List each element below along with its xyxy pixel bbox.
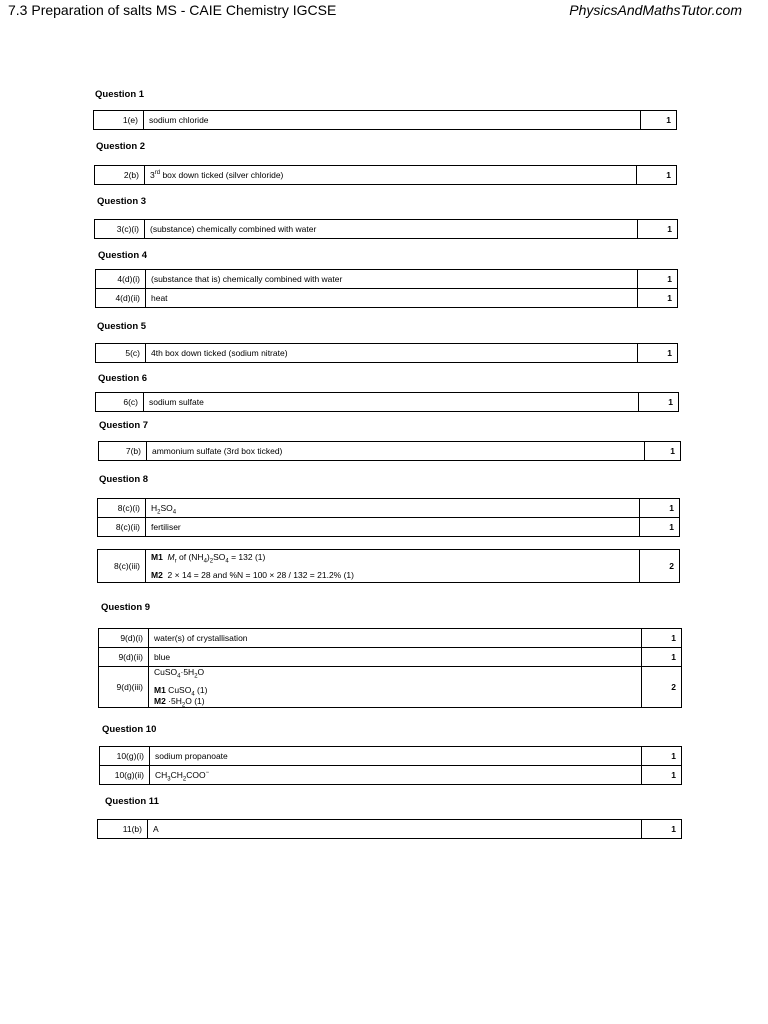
question-ref: 3(c)(i) <box>95 220 145 239</box>
answer: 4th box down ticked (sodium nitrate) <box>146 344 638 363</box>
answer: $CuSO_4\cdot 5H_2O$ M1 CuSO$_4$ (1) $M2 \cdot 5H_2O$ (1) <box>149 667 642 708</box>
question-ref: 5(c) <box>96 344 146 363</box>
marks: 1 <box>638 344 678 363</box>
question-ref: 10(g)(ii) <box>100 766 150 785</box>
answer: sodium sulfate <box>144 393 639 412</box>
question-ref: 9(d)(ii) <box>99 648 149 667</box>
table-row <box>99 629 682 648</box>
question-ref: 9(d)(i) <box>99 629 149 648</box>
question-1-table <box>93 110 677 130</box>
question-ref: 7(b) <box>99 442 147 461</box>
answer: heat <box>146 289 638 308</box>
answer: fertiliser <box>146 518 640 537</box>
table-row <box>96 344 678 363</box>
answer: ammonium sulfate (3rd box ticked) <box>147 442 645 461</box>
question-6-heading: Question 6 <box>98 373 148 384</box>
table-row <box>99 648 682 667</box>
question-10-heading: Question 10 <box>102 724 157 735</box>
answer: 3rd box down ticked (silver chloride) <box>145 166 637 185</box>
answer: (substance) chemically combined with water <box>145 220 638 239</box>
question-ref: 11(b) <box>98 820 148 839</box>
answer: M1 $M_r$ of $(NH_4)_2SO_4 = 132$ (1) M2 2 × 14 = 28 and %N = 100 × 28 / 132 = 21.2% (1) <box>146 550 640 583</box>
marks: 1 <box>638 289 678 308</box>
marks: 1 <box>638 270 678 289</box>
question-8-part-iii-table <box>97 549 680 583</box>
question-11-table <box>97 819 682 839</box>
answer: A <box>148 820 642 839</box>
question-ref: 6(c) <box>96 393 144 412</box>
question-7-table <box>98 441 681 461</box>
table-row <box>98 820 682 839</box>
answer: sodium chloride <box>144 111 641 130</box>
marks: 1 <box>642 747 682 766</box>
marks: 1 <box>645 442 681 461</box>
marks: 1 <box>641 111 677 130</box>
answer: water(s) of crystallisation <box>149 629 642 648</box>
question-3-table <box>94 219 678 239</box>
question-ref: 2(b) <box>95 166 145 185</box>
question-8-table <box>97 498 680 537</box>
question-ref: 8(c)(i) <box>98 499 146 518</box>
marks: 1 <box>640 499 680 518</box>
answer: blue <box>149 648 642 667</box>
document-title: 7.3 Preparation of salts MS - CAIE Chemistry IGCSE <box>8 2 337 18</box>
table-row <box>98 518 680 537</box>
question-ref: 1(e) <box>94 111 144 130</box>
question-ref: 8(c)(ii) <box>98 518 146 537</box>
answer: (substance that is) chemically combined with water <box>146 270 638 289</box>
marks: 1 <box>642 629 682 648</box>
question-4-heading: Question 4 <box>98 250 148 261</box>
brand-name: PhysicsAndMathsTutor.com <box>569 2 742 18</box>
table-row <box>94 111 677 130</box>
question-9-heading: Question 9 <box>101 602 151 613</box>
table-row <box>95 220 678 239</box>
marks: 1 <box>639 393 679 412</box>
question-ref: 4(d)(ii) <box>96 289 146 308</box>
question-5-heading: Question 5 <box>97 321 147 332</box>
question-11-heading: Question 11 <box>105 796 159 807</box>
answer: $CH_3CH_2COO^-$ <box>150 766 642 785</box>
question-2-heading: Question 2 <box>96 141 146 152</box>
question-6-table <box>95 392 679 412</box>
question-ref: 4(d)(i) <box>96 270 146 289</box>
answer: sodium propanoate <box>150 747 642 766</box>
question-7-heading: Question 7 <box>99 420 149 431</box>
question-ref: 9(d)(iii) <box>99 667 149 708</box>
table-row <box>96 270 678 289</box>
marks: 1 <box>638 220 678 239</box>
question-ref: 8(c)(iii) <box>98 550 146 583</box>
marks: 1 <box>637 166 677 185</box>
question-9-table <box>98 628 682 708</box>
table-row <box>95 166 677 185</box>
table-row <box>96 393 679 412</box>
marks: 1 <box>642 648 682 667</box>
marks: 2 <box>642 667 682 708</box>
question-8-heading: Question 8 <box>99 474 149 485</box>
table-row <box>100 747 682 766</box>
marks: 1 <box>642 820 682 839</box>
table-row <box>100 766 682 785</box>
question-3-heading: Question 3 <box>97 196 147 207</box>
table-row <box>98 499 680 518</box>
question-2-table <box>94 165 677 185</box>
question-5-table <box>95 343 678 363</box>
table-row <box>96 289 678 308</box>
answer: $H_2SO_4$ <box>146 499 640 518</box>
question-10-table <box>99 746 682 785</box>
table-row <box>99 442 681 461</box>
marks: 1 <box>640 518 680 537</box>
table-row <box>98 550 680 583</box>
question-ref: 10(g)(i) <box>100 747 150 766</box>
question-1-heading: Question 1 <box>95 89 145 100</box>
question-4-table <box>95 269 678 308</box>
marks: 2 <box>640 550 680 583</box>
table-row <box>99 667 682 708</box>
marks: 1 <box>642 766 682 785</box>
